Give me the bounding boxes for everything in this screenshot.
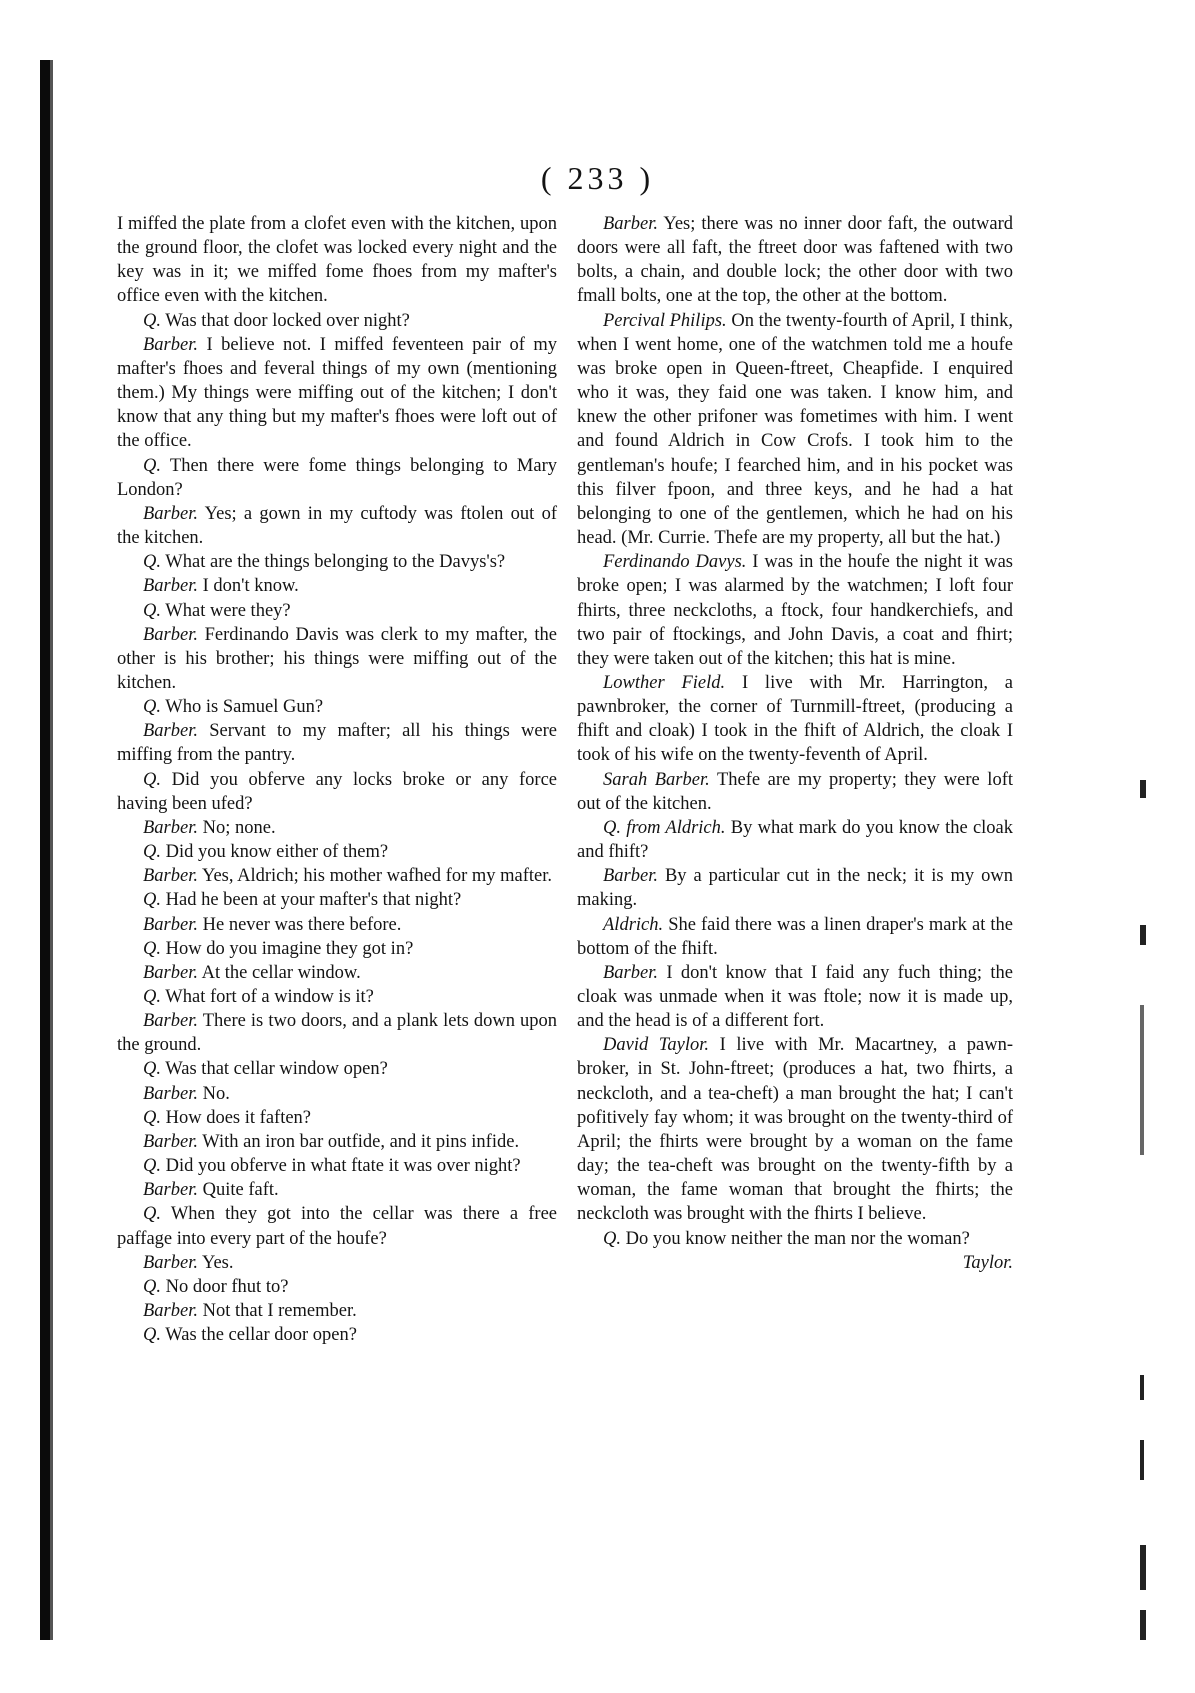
- paragraph: [117, 816, 557, 840]
- speaker-label: Barber.: [143, 624, 198, 645]
- paragraph-text: She faid there was a linen draper's mark at the bottom of the fhift.: [577, 914, 1014, 959]
- paragraph-text: Thefe are my property; they were loft out of the kitchen.: [577, 769, 1014, 814]
- paragraph: [117, 623, 557, 695]
- paragraph: [117, 1299, 557, 1323]
- paragraph-text: I believe not. I miffed feventeen pair of my mafter's fhoes and feveral things of my own (mentioning them.) My things were miffing out of the kitchen; I don't know that any thing but my mafter's fhoes were loft out of the office.: [117, 334, 558, 452]
- speaker-label: Barber.: [143, 962, 198, 983]
- speaker-label: Q.: [143, 1107, 161, 1128]
- paragraph: [577, 816, 1013, 864]
- paragraph-text: I live with Mr. Harrington, a pawnbroker, the corner of Turnmill-ftreet, (producing a fhift and cloak) I took in the fhift of Aldrich, the cloak I took of his wife on the twenty-feventh of April.: [577, 672, 1014, 766]
- paragraph: [117, 985, 557, 1009]
- paragraph: [117, 574, 557, 598]
- margin-mark: [1140, 925, 1146, 945]
- catchword: Taylor.: [962, 1252, 1013, 1273]
- paragraph: [577, 1033, 1013, 1226]
- paragraph-text: Did you know either of them?: [165, 842, 389, 863]
- speaker-label: Q.: [143, 842, 161, 863]
- paragraph: [117, 1057, 557, 1081]
- speaker-label: Percival Philips.: [603, 310, 727, 331]
- paragraph: [117, 840, 557, 864]
- paragraph-text: Did you obferve any locks broke or any force having been ufed?: [117, 769, 557, 814]
- paragraph: [117, 937, 557, 961]
- margin-mark: [1140, 1005, 1144, 1155]
- paragraph-text: I miffed the plate from a clofet even with the kitchen, upon the ground floor, the clofet was locked every night and the key was in it; we miffed fome fhoes from my mafter's office even with the kitchen.: [117, 214, 557, 307]
- paragraph: [117, 212, 557, 309]
- paragraph-text: By what mark do you know the cloak and fhift?: [577, 817, 1014, 863]
- paragraph-text: What were they?: [165, 600, 291, 621]
- paragraph: [117, 695, 557, 719]
- speaker-label: Barber.: [143, 334, 198, 355]
- paragraph-text: Do you know neither the man nor the woman?: [625, 1228, 970, 1249]
- paragraph-text: By a particular cut in the neck; it is my own making.: [577, 866, 1014, 911]
- paragraph-text: Yes; a gown in my cuftody was ftolen out of the kitchen.: [117, 503, 557, 549]
- speaker-label: Q.: [143, 1156, 161, 1177]
- paragraph-text: Who is Samuel Gun?: [165, 697, 324, 718]
- margin-mark: [1140, 780, 1146, 798]
- speaker-label: Q.: [143, 552, 161, 573]
- paragraph-text: What fort of a window is it?: [165, 987, 374, 1007]
- speaker-label: Barber.: [143, 1011, 198, 1032]
- paragraph-text: I was in the houfe the night it was broke open; I was alarmed by the watchmen; I loft four fhirts, three neckcloths, a ftock, four handkerchiefs, and two pair of ftockings, and John Davis, a coat and fhirt; they were taken out of the kitchen; this hat is mine.: [577, 552, 1013, 669]
- paragraph-text: Yes.: [201, 1252, 234, 1273]
- paragraph: [577, 961, 1013, 1033]
- paragraph: [577, 550, 1013, 671]
- paragraph-text: He never was there before.: [202, 914, 402, 935]
- speaker-label: Q.: [143, 310, 161, 331]
- paragraph-text: Was that cellar window open?: [165, 1059, 388, 1080]
- speaker-label: Q.: [143, 455, 161, 476]
- speaker-label: Barber.: [143, 721, 198, 742]
- speaker-label: Q.: [143, 890, 161, 911]
- speaker-label: Barber.: [603, 962, 658, 983]
- speaker-label: Q.: [143, 987, 161, 1007]
- right-column: [577, 212, 1013, 1275]
- speaker-label: Barber.: [143, 914, 198, 935]
- paragraph: [117, 1178, 557, 1202]
- speaker-label: Barber.: [143, 866, 198, 887]
- paragraph-text: Did you obferve in what ftate it was over night?: [165, 1156, 521, 1177]
- paragraph: [577, 309, 1013, 551]
- paragraph-text: Servant to my mafter; all his things were miffing from the pantry.: [117, 721, 558, 766]
- paragraph: [117, 719, 557, 767]
- paragraph: [117, 913, 557, 937]
- paragraph: [117, 599, 557, 623]
- speaker-label: Lowther Field.: [603, 672, 726, 693]
- paragraph: [117, 454, 557, 502]
- paragraph-text: At the cellar window.: [201, 962, 361, 983]
- paragraph: [117, 309, 557, 333]
- paragraph: [117, 864, 557, 888]
- speaker-label: David Taylor.: [603, 1035, 710, 1056]
- speaker-label: Q.: [143, 938, 161, 959]
- paragraph-text: No door fhut to?: [165, 1276, 289, 1297]
- paragraph-text: Then there were fome things belonging to Mary London?: [117, 455, 558, 500]
- speaker-label: Barber.: [143, 817, 198, 838]
- paragraph-text: With an iron bar outfide, and it pins infide.: [202, 1131, 520, 1152]
- paragraph-text: There is two doors, and a plank lets down upon the ground.: [117, 1011, 557, 1056]
- paragraph: [117, 502, 557, 550]
- speaker-label: Q.: [143, 600, 161, 621]
- speaker-label: Barber.: [143, 1180, 198, 1201]
- paragraph: [117, 1106, 557, 1130]
- paragraph: [117, 1275, 557, 1299]
- paragraph: [117, 888, 557, 912]
- paragraph: [117, 1323, 557, 1347]
- speaker-label: Barber.: [603, 214, 658, 234]
- paragraph-text: Was the cellar door open?: [165, 1325, 357, 1346]
- paragraph: [117, 1154, 557, 1178]
- paragraph-text: Quite faft.: [202, 1180, 279, 1201]
- speaker-label: Q.: [143, 1204, 161, 1225]
- speaker-label: Barber.: [143, 503, 198, 524]
- paragraph-text: How do you imagine they got in?: [165, 938, 414, 959]
- paragraph: [577, 671, 1013, 768]
- margin-mark: [1140, 1545, 1146, 1590]
- paragraph-text: What are the things belonging to the Davys's?: [165, 552, 506, 573]
- speaker-label: Barber.: [143, 1131, 198, 1152]
- paragraph: [117, 550, 557, 574]
- speaker-label: Sarah Barber.: [603, 769, 710, 790]
- paragraph-text: Yes; there was no inner door faft, the outward doors were all faft, the ftreet door was faftened with two bolts, a chain, and double lock; the other door with two fmall bolts, one at the top, the other at the bottom.: [577, 214, 1013, 307]
- margin-mark: [1140, 1610, 1146, 1640]
- paragraph: [577, 1227, 1013, 1251]
- page-number: ( 233 ): [540, 160, 655, 196]
- paragraph-text: No.: [202, 1083, 230, 1104]
- paragraph-text: Had he been at your mafter's that night?: [165, 890, 462, 911]
- book-spine-edge: [50, 60, 53, 1640]
- paragraph-text: On the twenty-fourth of April, I think, when I went home, one of the watchmen told me a houfe was broke open in Queen-ftreet, Cheapfide. I enquired who it was, they faid one was taken. I know him, and knew the other prifoner was fometimes with him. I went and found Aldrich in Cow Crofs. I took him to the gentleman's houfe; I fearched him, and in his pocket was this filver fpoon, and three keys, and he had a hat belonging to one of the gentlemen, which he had on his head. (Mr. Currie. Thefe are my property, all but the hat.): [577, 310, 1013, 549]
- paragraph-text: Not that I remember.: [202, 1301, 357, 1322]
- paragraph: [117, 1082, 557, 1106]
- speaker-label: Barber.: [143, 1083, 198, 1104]
- paragraph: [577, 212, 1013, 309]
- speaker-label: Aldrich.: [603, 914, 664, 935]
- speaker-label: Q. from Aldrich.: [603, 817, 726, 838]
- paragraph: [117, 1130, 557, 1154]
- left-column: [117, 212, 557, 1347]
- paragraph: [577, 864, 1013, 912]
- paragraph-text: I don't know that I faid any fuch thing; the cloak was unmade when it was ftole; now it is made up, and the head is of a different fort.: [577, 962, 1014, 1032]
- paragraph: [577, 913, 1013, 961]
- speaker-label: Barber.: [143, 1301, 198, 1322]
- paragraph: [117, 1251, 557, 1275]
- book-spine-shadow: [40, 60, 50, 1640]
- paragraph-text: I don't know.: [202, 576, 299, 597]
- speaker-label: Q.: [143, 1325, 161, 1346]
- paragraph-text: Was that door locked over night?: [165, 310, 410, 331]
- paragraph-text: How does it faften?: [165, 1107, 312, 1128]
- paragraph-text: When they got into the cellar was there a free paffage into every part of the houfe?: [117, 1204, 557, 1249]
- speaker-label: Barber.: [143, 1252, 198, 1273]
- paragraph-text: No; none.: [202, 817, 276, 838]
- speaker-label: Q.: [143, 1276, 161, 1297]
- paragraph-text: I live with Mr. Macartney, a pawn-broker, in St. John-ftreet; (produces a hat, two fhirts, a neckcloth, and a tea-cheft) a man brought the hat; I can't pofitively fay whom; it was brought on the twenty-third of April; the fhirts were brought by a woman on the fame day; the tea-cheft was brought on the twenty-fifth by a woman, the fame woman that brought the fhirts; the neckcloth was brought with the fhirts I believe.: [577, 1035, 1014, 1225]
- speaker-label: Ferdinando Davys.: [603, 552, 747, 573]
- paragraph-text: Ferdinando Davis was clerk to my mafter, the other is his brother; his things were miffing out of the kitchen.: [117, 624, 557, 693]
- speaker-label: Q.: [603, 1228, 621, 1249]
- paragraph: [117, 1202, 557, 1250]
- speaker-label: Q.: [143, 769, 161, 790]
- paragraph: [577, 768, 1013, 816]
- margin-mark: [1140, 1440, 1144, 1480]
- paragraph: [117, 1009, 557, 1057]
- paragraph: [117, 333, 557, 454]
- paragraph: [117, 961, 557, 985]
- speaker-label: Barber.: [143, 576, 198, 597]
- margin-mark: [1140, 1375, 1144, 1400]
- speaker-label: Q.: [143, 697, 161, 718]
- paragraph: [117, 768, 557, 816]
- paragraph-text: Yes, Aldrich; his mother wafhed for my mafter.: [201, 866, 553, 887]
- speaker-label: Q.: [143, 1059, 161, 1080]
- speaker-label: Barber.: [603, 866, 658, 887]
